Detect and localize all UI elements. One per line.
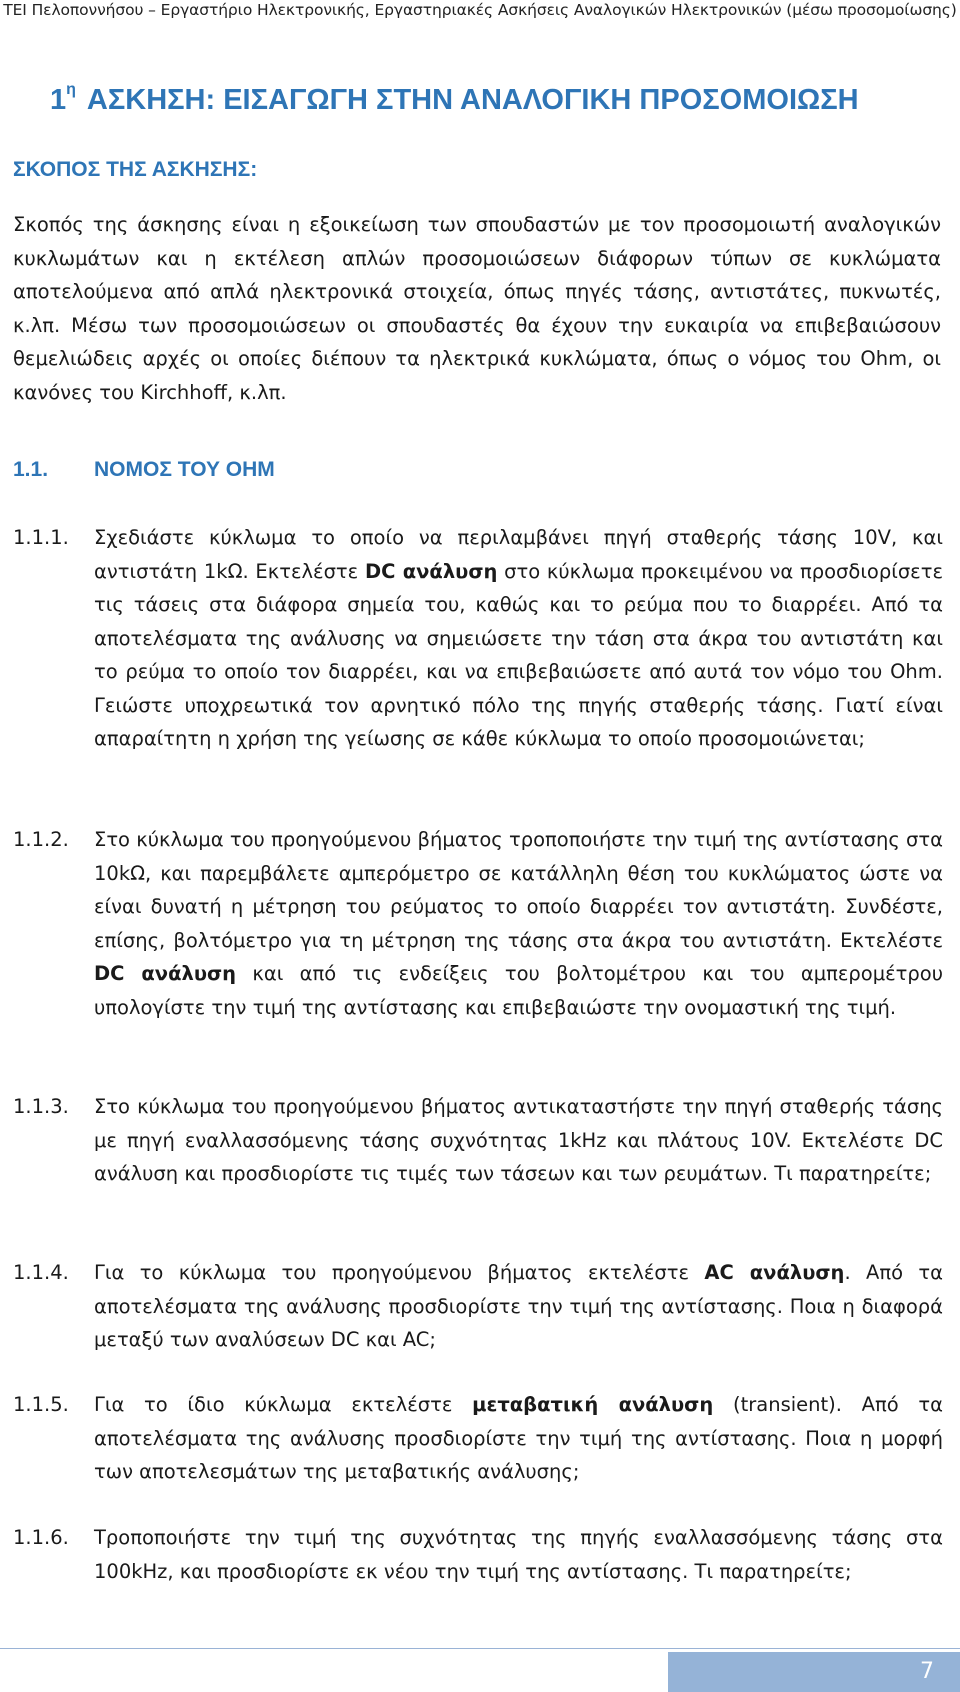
text-run: και από τις ενδείξεις του βολτομέτρου και του αμπερομέτρου υπολογίστε την τιμή της αντίστασης και επιβεβαιώστε την ονομαστική της τιμή. [94, 962, 943, 1019]
exercise-title [50, 81, 859, 117]
exercise-number: 1.1.2. [13, 828, 69, 851]
purpose-heading: ΣΚΟΠΟΣ ΤΗΣ ΑΣΚΗΣΗΣ: [13, 158, 258, 181]
exercise-text [94, 1388, 943, 1489]
exercise-item [13, 521, 943, 756]
exercise-number: 1.1.4. [13, 1261, 69, 1284]
bold-run: DC ανάλυση [94, 962, 237, 985]
exercise-number: 1.1.1. [13, 526, 69, 549]
section-title: ΝΟΜΟΣ ΤΟΥ ΟΗΜ [94, 458, 275, 481]
text-run: Σχεδιάστε κύκλωμα το οποίο να περιλαμβάνει πηγή σταθερής τάσης 10V, και αντιστάτη 1kΩ. Εκτελέστε [94, 526, 943, 583]
title-number: 1 [50, 84, 67, 116]
section-number: 1.1. [13, 458, 49, 481]
bold-run: AC ανάλυση [704, 1261, 845, 1284]
exercise-number: 1.1.3. [13, 1095, 69, 1118]
exercise-item [13, 1090, 943, 1191]
exercise-item [13, 1256, 943, 1357]
text-run: (transient). Από τα αποτελέσματα της ανάλυσης προσδιορίστε την τιμή της αντίστασης. Ποια η μορφή των αποτελεσμάτων της μεταβατικής ανάλυσης; [94, 1393, 944, 1483]
text-run: Τροποποιήστε την τιμή της συχνότητας της πηγής εναλλασσόμενης τάσης στα 100kHz, και προσδιορίστε εκ νέου την τιμή της αντίστασης. Τι παρατηρείτε; [94, 1526, 943, 1583]
exercise-item [13, 823, 943, 1024]
exercise-item [13, 1388, 943, 1489]
exercise-text [94, 1090, 943, 1191]
footer-divider [0, 1648, 960, 1649]
title-text: ΑΣΚΗΣΗ: ΕΙΣΑΓΩΓΗ ΣΤΗΝ ΑΝΑΛΟΓΙΚΗ ΠΡΟΣΟΜΟΙΩΣΗ [86, 84, 859, 116]
text-run: Στο κύκλωμα του προηγούμενου βήματος αντικαταστήστε την πηγή σταθερής τάσης με πηγή εναλλασσόμενης τάσης συχνότητας 1kHz και πλάτους 10V. Εκτελέστε DC ανάλυση και προσδιορίστε τις τιμές των τάσεων και των ρευμάτων. Τι παρατηρείτε; [94, 1095, 943, 1185]
bold-run: DC ανάλυση [364, 559, 498, 583]
running-header: ΤΕΙ Πελοποννήσου – Εργαστήριο Ηλεκτρονικής, Εργαστηριακές Ασκήσεις Αναλογικών Ηλεκτρονικών (μέσω προσομοίωσης) [3, 1, 957, 19]
section-heading [13, 458, 275, 482]
exercise-number: 1.1.5. [13, 1393, 69, 1416]
exercise-text [94, 823, 943, 1024]
page-number: 7 [668, 1652, 960, 1692]
title-superscript: η [66, 81, 76, 99]
text-run: Για το ίδιο κύκλωμα εκτελέστε [94, 1393, 473, 1416]
purpose-paragraph: Σκοπός της άσκησης είναι η εξοικείωση των σπουδαστών με τον προσομοιωτή αναλογικών κυκλωμάτων και η εκτέλεση απλών προσομοιώσεων διάφορων τύπων σε κυκλώματα αποτελούμενα από απλά ηλεκτρονικά στοιχεία, όπως πηγές τάσης, αντιστάτες, πυκνωτές, κ.λπ. Μέσω των προσομοιώσεων οι σπουδαστές θα έχουν την ευκαιρία να επιβεβαιώσουν θεμελιώδεις αρχές οι οποίες διέπουν τα ηλεκτρικά κυκλώματα, όπως ο νόμος του Ohm, οι κανόνες του Kirchhoff, κ.λπ. [13, 213, 941, 404]
text-run: . Από τα αποτελέσματα της ανάλυσης προσδιορίστε την τιμή της αντίστασης. Ποια η διαφορά μεταξύ των αναλύσεων DC και AC; [94, 1261, 943, 1351]
exercise-text [94, 1256, 943, 1357]
exercise-text [94, 1521, 943, 1588]
exercise-number: 1.1.6. [13, 1526, 69, 1549]
text-run: Για το κύκλωμα του προηγούμενου βήματος εκτελέστε [94, 1261, 705, 1284]
text-run: στο κύκλωμα προκειμένου να προσδιορίσετε τις τάσεις στα διάφορα σημεία του, καθώς και το ρεύμα που το διαρρέει. Από τα αποτελέσματα της ανάλυσης να σημειώσετε την τάση στα άκρα του αντιστάτη και το ρεύμα το οποίο τον διαρρέει, και να επιβεβαιώσετε από αυτά τον νόμο του Ohm. Γειώστε υποχρεωτικά τον αρνητικό πόλο της πηγής σταθερής τάσης. Γιατί είναι απαραίτητη η χρήση της γείωσης σε κάθε κύκλωμα το οποίο προσομοιώνεται; [94, 559, 943, 750]
exercise-text [94, 521, 943, 756]
exercise-item [13, 1521, 943, 1588]
text-run: Στο κύκλωμα του προηγούμενου βήματος τροποποιήστε την τιμή της αντίστασης στα 10kΩ, και παρεμβάλετε αμπερόμετρο σε κατάλληλη θέση του κυκλώματος ώστε να είναι δυνατή η μέτρηση του ρεύματος το οποίο διαρρέει τον αντιστάτη. Συνδέστε, επίσης, βολτόμετρο για τη μέτρηση της τάσης στα άκρα του αντιστάτη. Εκτελέστε [94, 828, 943, 952]
bold-run: μεταβατική ανάλυση [472, 1393, 714, 1416]
